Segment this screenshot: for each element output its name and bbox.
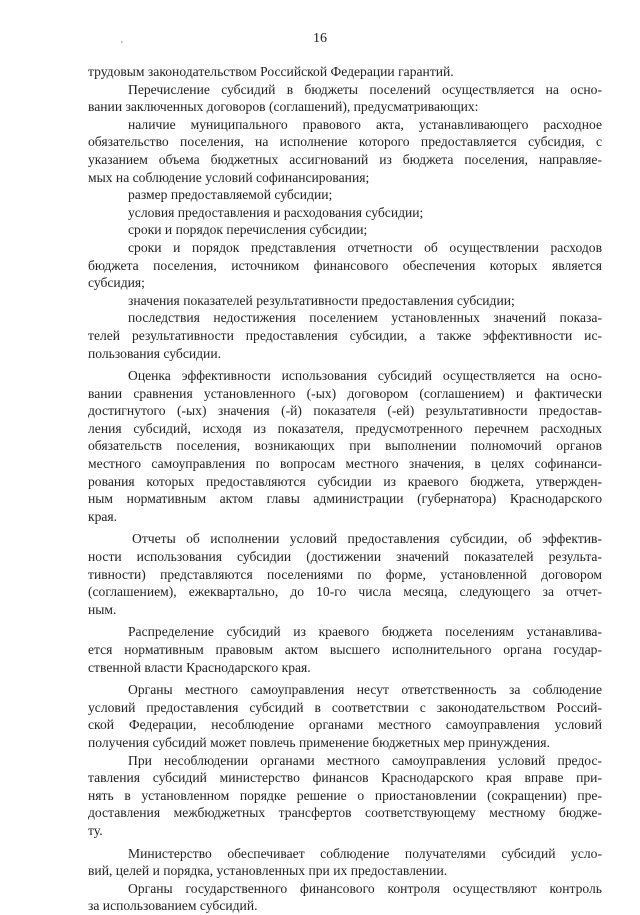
text-line: условий предоставления субсидий в соответствии с законодательством Россий-: [88, 699, 602, 715]
text-line: сроки и порядок перечисления субсидии;: [128, 222, 368, 238]
text-line: субсидия;: [88, 275, 145, 291]
text-line: за использованием субсидий.: [88, 898, 258, 914]
text-line: вании заключенных договоров (соглашений), предусматривающих:: [88, 99, 479, 115]
text-line: нять в установленном порядке решение о приостановлении (сокращении) пре-: [88, 787, 602, 803]
text-line: достигнутого (-ых) значения (-й) показателя (-ей) результативности предостав-: [88, 403, 602, 419]
text-line: Органы государственного финансового контроля осуществляют контроль: [128, 880, 602, 896]
text-line: Министерство обеспечивает соблюдение получателями субсидий усло-: [128, 845, 602, 861]
text-line: вий, целей и порядка, установленных при их предоставлении.: [88, 863, 448, 879]
text-line: ным нормативным актом главы администрации (губернатора) Краснодарского: [88, 491, 602, 507]
text-line: Отчеты об исполнении условий предоставления субсидии, об эффектив-: [132, 531, 602, 547]
document-body: [88, 63, 602, 915]
text-line: наличие муниципального правового акта, устанавливающего расходное: [128, 116, 602, 132]
paragraph: [88, 530, 602, 618]
text-line: размер предоставляемой субсидии;: [128, 187, 333, 203]
text-line: ления субсидий, исходя из показателя, предусмотренного перечнем расходных: [88, 420, 602, 436]
paragraph: [88, 186, 602, 204]
paragraph: [88, 63, 602, 81]
text-line: мых на соблюдение условий софинансирования;: [88, 169, 370, 185]
text-line: доставления межбюджетных трансфертов соответствующему местному бюдже-: [88, 805, 602, 821]
paragraph: [88, 239, 602, 292]
paragraph: [88, 221, 602, 239]
text-line: Перечисление субсидий в бюджеты поселений осуществляется на осно-: [128, 81, 602, 97]
text-line: обязательство поселения, на исполнение которого предоставляется субсидия, с: [88, 134, 602, 150]
text-line: Распределение субсидий из краевого бюджета поселениям устанавлива-: [128, 624, 602, 640]
text-line: ской Федерации, несоблюдение органами местного самоуправления условий: [88, 717, 602, 733]
paragraph: [88, 116, 602, 186]
page-number: 16: [313, 31, 327, 46]
text-line: тавления субсидий министерство финансов Краснодарского края вправе при-: [88, 770, 602, 786]
text-line: условия предоставления и расходования субсидии;: [128, 204, 424, 220]
text-line: рования которых предоставляются субсидии из краевого бюджета, утвержден-: [88, 473, 602, 489]
text-line: пользования субсидии.: [88, 345, 221, 361]
paragraph: [88, 681, 602, 751]
paragraph: [88, 292, 602, 310]
text-line: Оценка эффективности использования субсидий осуществляется на осно-: [128, 368, 602, 384]
text-line: последствия недостижения поселением установленных значений показа-: [128, 310, 602, 326]
paragraph: [88, 845, 602, 880]
text-line: обязательств поселения, возникающих при выполнении полномочий органов: [88, 438, 602, 454]
paragraph: [88, 880, 602, 915]
text-line: ется нормативным правовым актом высшего исполнительного органа государ-: [88, 642, 602, 657]
text-line: края.: [88, 508, 118, 524]
text-line: (соглашением), ежеквартально, до 10-го числа месяца, следующего за отчет-: [88, 584, 602, 600]
text-line: вании сравнения установленного (-ых) договором (соглашением) и фактически: [88, 385, 602, 401]
text-line: сроки и порядок представления отчетности об осуществлении расходов: [128, 239, 602, 255]
text-line: указанием объема бюджетных ассигнований из бюджета поселения, направляе-: [88, 151, 602, 167]
paragraph: [88, 309, 602, 362]
text-line: ности использования субсидии (достижении значений показателей результа-: [88, 549, 602, 565]
text-line: тивности) представляются поселениями по форме, установленной договором: [88, 566, 602, 582]
paragraph: [88, 204, 602, 222]
text-line: местного самоуправления по вопросам местного значения, в целях софинанси-: [88, 456, 602, 472]
text-line: ту.: [88, 822, 103, 838]
text-line: Органы местного самоуправления несут ответственность за соблюдение: [128, 682, 602, 698]
paragraph: [88, 752, 602, 840]
text-line: При несоблюдении органами местного самоуправления условий предос-: [128, 752, 602, 768]
paragraph: [88, 81, 602, 116]
text-line: значения показателей результативности предоставления субсидии;: [128, 292, 515, 308]
scan-mark: ': [121, 40, 123, 51]
text-line: телей результативности предоставления субсидии, а также эффективности ис-: [88, 327, 602, 343]
text-line: получения субсидий может повлечь применение бюджетных мер принуждения.: [88, 734, 550, 750]
paragraph: [88, 367, 602, 525]
text-line: ным.: [88, 601, 117, 617]
text-line: бюджета поселения, источником финансового обеспечения которых является: [88, 257, 602, 273]
text-line: ственной власти Краснодарского края.: [88, 659, 311, 675]
text-line: трудовым законодательством Российской Федерации гарантий.: [88, 64, 454, 79]
paragraph: [88, 623, 602, 676]
